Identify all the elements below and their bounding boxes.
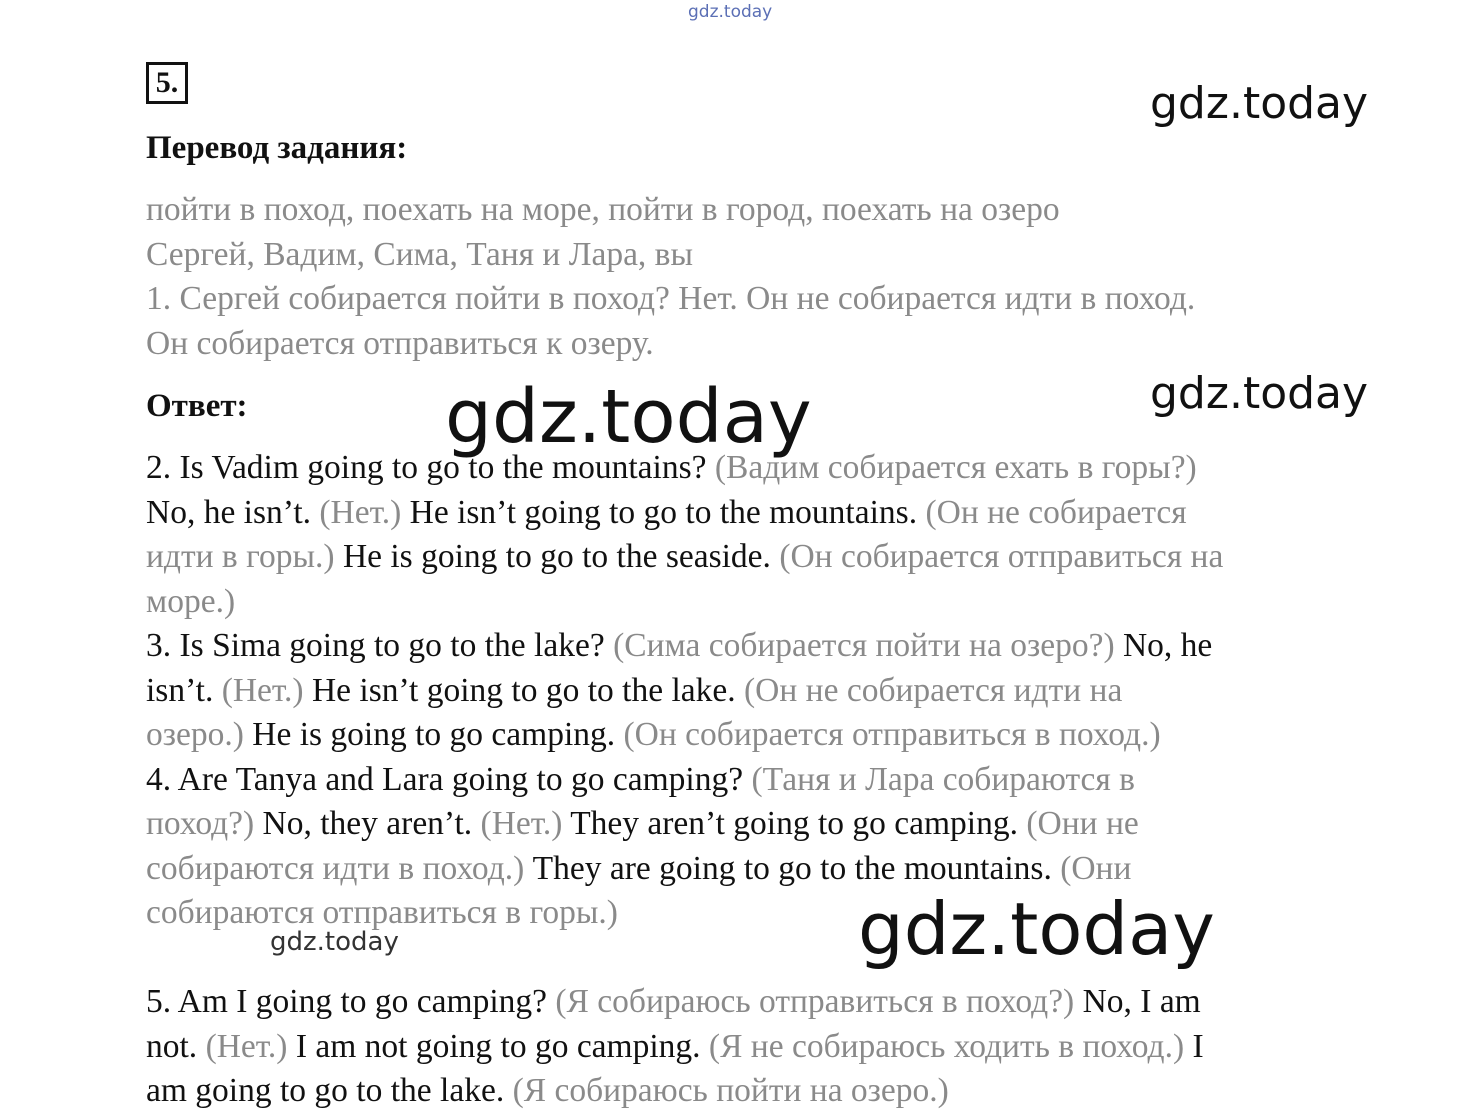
russian-translation: (Я не собираюсь ходить в поход.) — [708, 1027, 1193, 1065]
russian-translation: (Он не собирается — [925, 493, 1187, 531]
answer-line — [146, 758, 1408, 803]
answer-line — [146, 980, 1408, 1025]
exercise-number: 5. — [146, 62, 188, 104]
russian-translation: (Нет.) — [319, 493, 410, 531]
answer-line — [146, 1025, 1408, 1070]
russian-translation: (Я собираюсь отправиться в поход?) — [555, 983, 1083, 1020]
answer-line — [146, 802, 1408, 847]
russian-translation: (Я собираюсь пойти на озеро.) — [512, 1072, 949, 1109]
russian-translation: (Вадим собирается ехать в горы?) — [714, 449, 1197, 486]
watermark-bottom-right: gdz.today — [858, 887, 1215, 971]
russian-translation: (Они — [1060, 849, 1132, 887]
english-answer: He is going to go camping. — [252, 716, 624, 753]
russian-translation: идти в горы.) — [146, 538, 343, 575]
task-line: 1. Сергей собирается пойти в поход? Нет. Он не собирается идти в поход. — [146, 280, 1196, 317]
russian-translation: (Они не — [1026, 805, 1139, 842]
task-line: Он собирается отправиться к озеру. — [146, 324, 654, 362]
watermark-right-lower: gdz.today — [1150, 368, 1369, 419]
answer-line — [146, 446, 1408, 491]
answer-line — [146, 580, 1408, 625]
russian-translation: (Нет.) — [480, 805, 571, 842]
english-answer: not. — [146, 1027, 206, 1065]
english-answer: 3. Is Sima going to go to the lake? — [146, 627, 614, 664]
english-answer: isn’t. — [146, 671, 222, 709]
russian-translation: (Сима собирается пойти на озеро?) — [613, 627, 1123, 664]
english-answer: 2. Is Vadim going to go to the mountains? — [146, 449, 715, 486]
answer-line — [146, 713, 1408, 758]
english-answer: He isn’t going to go to the mountains. — [409, 493, 926, 531]
task-translation-heading: Перевод задания: — [146, 130, 408, 166]
answer-line — [146, 1069, 1408, 1114]
english-answer: They are going to go to the mountains. — [532, 849, 1061, 887]
russian-translation: (Он собирается отправиться на — [779, 538, 1224, 575]
russian-translation: (Он собирается отправиться в поход.) — [623, 716, 1161, 753]
english-answer: am going to go to the lake. — [146, 1072, 513, 1109]
answer-heading: Ответ: — [146, 388, 248, 424]
russian-translation: поход?) — [146, 805, 263, 842]
russian-translation: (Он не собирается идти на — [744, 671, 1123, 709]
english-answer: I — [1192, 1027, 1204, 1065]
watermark-bottom-left: gdz.today — [270, 927, 399, 957]
task-line: Сергей, Вадим, Сима, Таня и Лара, вы — [146, 235, 694, 273]
english-answer: I am not going to go camping. — [295, 1027, 709, 1065]
english-answer: No, he — [1122, 627, 1213, 664]
answer-line — [146, 936, 1408, 981]
answer-line — [146, 491, 1408, 536]
english-answer: He is going to go to the seaside. — [342, 538, 780, 575]
russian-translation: озеро.) — [146, 716, 253, 753]
english-answer: They aren’t going to go camping. — [570, 805, 1027, 842]
answer-line — [146, 669, 1408, 714]
watermark-top: gdz.today — [688, 2, 773, 22]
watermark-right-upper: gdz.today — [1150, 78, 1369, 129]
english-answer: No, I am — [1082, 983, 1201, 1020]
answer-line — [146, 535, 1408, 580]
task-line: пойти в поход, поехать на море, пойти в город, поехать на озеро — [146, 191, 1060, 228]
watermark-center: gdz.today — [445, 374, 812, 460]
english-answer: He isn’t going to go to the lake. — [311, 671, 744, 709]
russian-translation: собираются идти в поход.) — [146, 849, 533, 887]
russian-translation: собираются отправиться в горы.) — [146, 894, 618, 931]
russian-translation: (Нет.) — [205, 1027, 296, 1065]
answer-text — [146, 446, 1408, 1114]
english-answer: 5. Am I going to go camping? — [146, 983, 556, 1020]
answer-line — [146, 847, 1408, 892]
english-answer: No, he isn’t. — [146, 493, 320, 531]
english-answer: No, they aren’t. — [262, 805, 481, 842]
answer-line — [146, 624, 1408, 669]
russian-translation: (Таня и Лара собираются в — [751, 760, 1136, 798]
russian-translation: море.) — [146, 582, 236, 620]
answer-line — [146, 891, 1408, 936]
russian-translation: (Нет.) — [221, 671, 312, 709]
task-translation — [146, 188, 1408, 366]
english-answer: 4. Are Tanya and Lara going to go camping? — [146, 760, 752, 798]
